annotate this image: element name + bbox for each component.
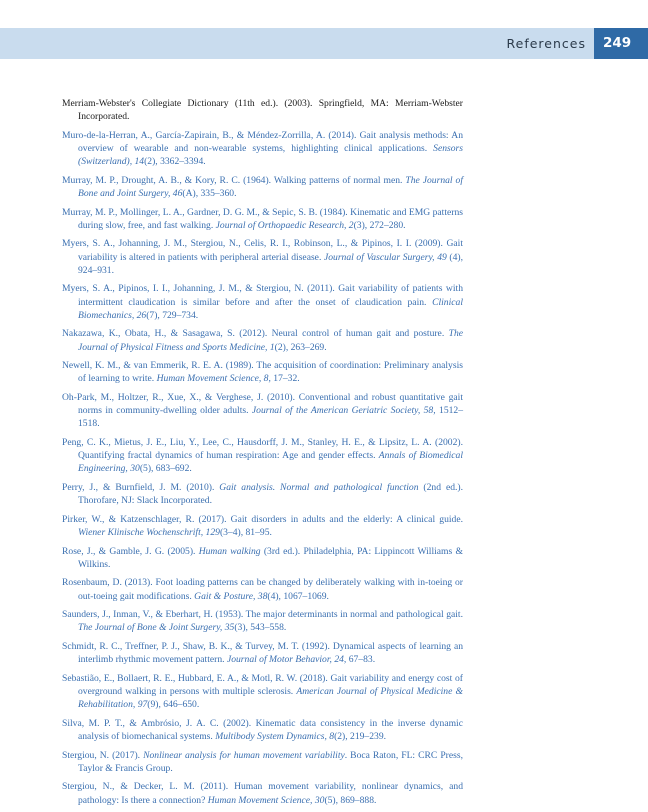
reference-entry: Peng, C. K., Mietus, J. E., Liu, Y., Lee, C., Hausdorff, J. M., Stanley, H. E., & Lipsitz, L. A. (2002). Quantifying fractal dynamics of human respiration: Age and gender effects. Annals of Biomedical Engineering, 30(5), 683–692. bbox=[62, 436, 463, 475]
reference-entry: Murray, M. P., Mollinger, L. A., Gardner, D. G. M., & Sepic, S. B. (1984). Kinematic and EMG patterns during slow, free, and fast walking. Journal of Orthopaedic Research, 2(3), 272–280. bbox=[62, 206, 463, 231]
reference-entry: Rose, J., & Gamble, J. G. (2005). Human walking (3rd ed.). Philadelphia, PA: Lippincott Williams & Wilkins. bbox=[62, 545, 463, 570]
reference-entry: Stergiou, N., & Decker, L. M. (2011). Human movement variability, nonlinear dynamics, and pathology: Is there a connection? Human Movement Science, 30(5), 869–888. bbox=[62, 781, 463, 806]
reference-entry: Saunders, J., Inman, V., & Eberhart, H. (1953). The major determinants in normal and pathological gait. The Journal of Bone & Joint Surgery, 35(3), 543–558. bbox=[62, 609, 463, 634]
reference-entry: Muro-de-la-Herran, A., García-Zapirain, B., & Méndez-Zorrilla, A. (2014). Gait analysis methods: An overview of wearable and non-wearable systems, highlighting clinical applications. Sensors (Switzerland), 14(2), 3362–3394. bbox=[62, 129, 463, 168]
reference-entry: Merriam-Webster's Collegiate Dictionary (11th ed.). (2003). Springfield, MA: Merriam-Webster Incorporated. bbox=[62, 98, 463, 123]
reference-entry: Schmidt, R. C., Treffner, P. J., Shaw, B. K., & Turvey, M. T. (1992). Dynamical aspects of learning an interlimb rhythmic movement pattern. Journal of Motor Behavior, 24, 67–83. bbox=[62, 640, 463, 666]
reference-entry: Newell, K. M., & van Emmerik, R. E. A. (1989). The acquisition of coordination: Preliminary analysis of learning to write. Human Movement Science, 8, 17–32. bbox=[62, 360, 463, 385]
page-number: 249 bbox=[603, 35, 632, 51]
reference-entry: Myers, S. A., Pipinos, I. I., Johanning, J. M., & Stergiou, N. (2011). Gait variability of patients with intermittent claudication is similar before and after the onset of claudication pain. Clinical Biomechanics, 26(7), 729–734. bbox=[62, 283, 463, 321]
section-title: References bbox=[506, 36, 586, 51]
reference-entry: Nakazawa, K., Obata, H., & Sasagawa, S. (2012). Neural control of human gait and posture. The Journal of Physical Fitness and Sports Medicine, 1(2), 263–269. bbox=[62, 328, 463, 353]
reference-entry: Murray, M. P., Drought, A. B., & Kory, R. C. (1964). Walking patterns of normal men. The Journal of Bone and Joint Surgery, 46(A), 335–360. bbox=[62, 174, 463, 199]
reference-entry: Stergiou, N. (2017). Nonlinear analysis for human movement variability. Boca Raton, FL: CRC Press, Taylor & Francis Group. bbox=[62, 749, 463, 774]
reference-entry: Sebastião, E., Bollaert, R. E., Hubbard, E. A., & Motl, R. W. (2018). Gait variability and energy cost of overground walking in persons with multiple sclerosis. American Journal of Physical Medicine & Rehabilitation, 97(9), 646–650. bbox=[62, 672, 463, 711]
reference-list bbox=[62, 97, 463, 812]
reference-entry: Myers, S. A., Johanning, J. M., Stergiou, N., Celis, R. I., Robinson, L., & Pipinos, I. I. (2009). Gait variability is altered in patients with peripheral arterial disease. Journal of Vascular Surgery, 49 (4), 924–931. bbox=[62, 238, 463, 276]
running-header bbox=[0, 28, 594, 59]
reference-entry: Perry, J., & Burnfield, J. M. (2010). Gait analysis. Normal and pathological function (2nd ed.). Thorofare, NJ: Slack Incorporated. bbox=[62, 481, 463, 507]
reference-entry: Pirker, W., & Katzenschlager, R. (2017). Gait disorders in adults and the elderly: A clinical guide. Wiener Klinische Wochenschrift, 129(3–4), 81–95. bbox=[62, 513, 463, 538]
reference-entry: Silva, M. P. T., & Ambrósio, J. A. C. (2002). Kinematic data consistency in the inverse dynamic analysis of biomechanical systems. Multibody System Dynamics, 8(2), 219–239. bbox=[62, 717, 463, 742]
reference-entry: Rosenbaum, D. (2013). Foot loading patterns can be changed by deliberately walking with in-toeing or out-toeing gait modifications. Gait & Posture, 38(4), 1067–1069. bbox=[62, 577, 463, 602]
reference-entry: Oh-Park, M., Holtzer, R., Xue, X., & Verghese, J. (2010). Conventional and robust quantitative gait norms in community-dwelling older adults. Journal of the American Geriatric Society, 58, 1512–1518. bbox=[62, 391, 464, 430]
page-number-box bbox=[594, 28, 648, 59]
